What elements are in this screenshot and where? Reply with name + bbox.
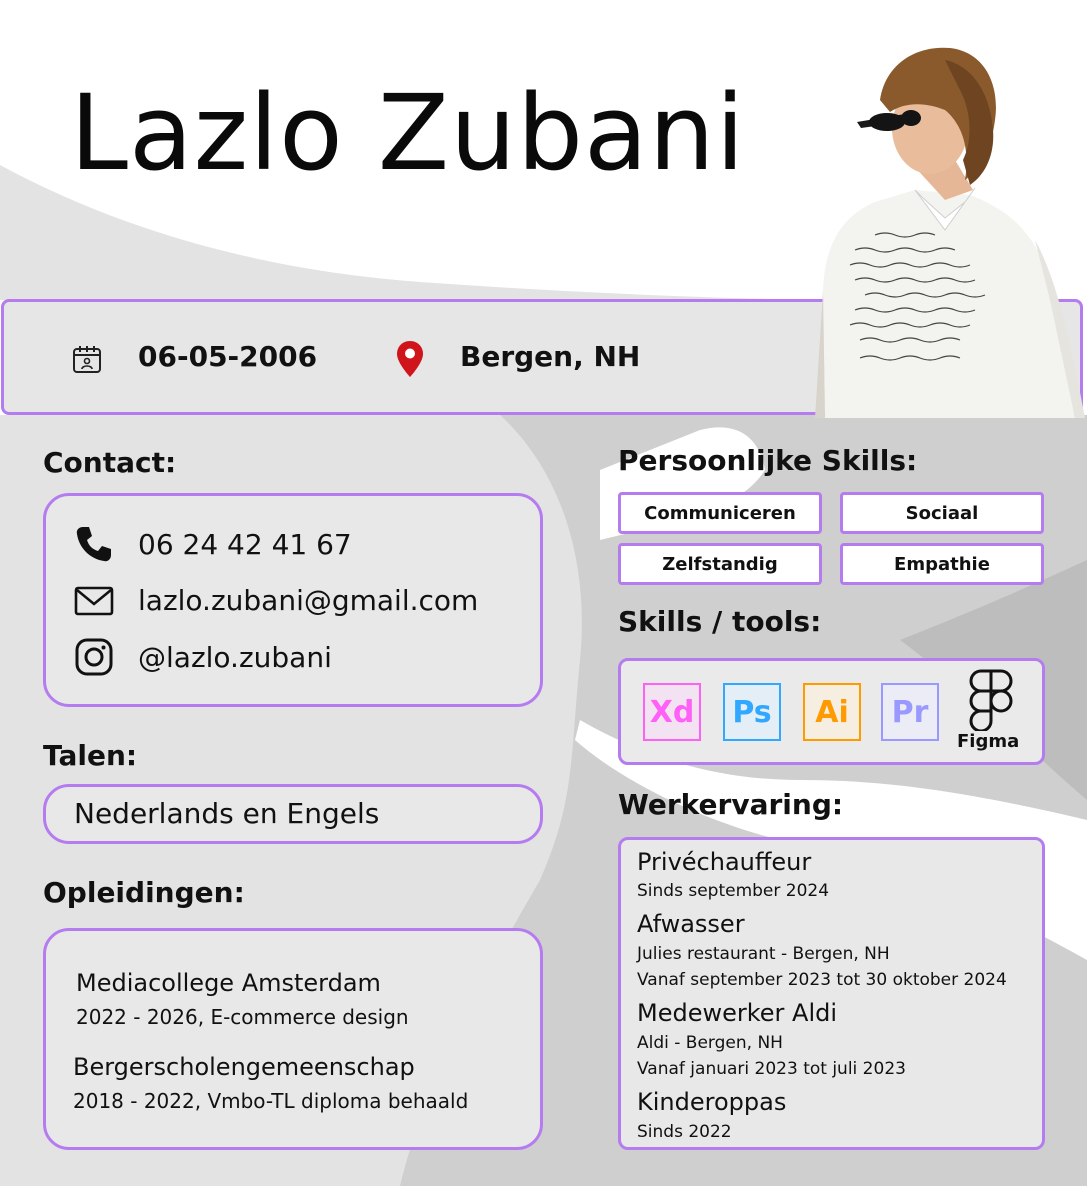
languages-box (43, 784, 543, 844)
job-detail: Sinds september 2024 (637, 881, 830, 901)
tools-box (618, 658, 1045, 765)
job-title: Privéchauffeur (637, 848, 812, 876)
instagram-handle[interactable]: @lazlo.zubani (138, 640, 332, 674)
premiere-icon: Pr (881, 683, 939, 741)
education-detail: 2022 - 2026, E-commerce design (76, 1005, 409, 1029)
personal-skills-heading: Persoonlijke Skills: (618, 444, 918, 477)
email-link[interactable]: lazlo.zubani@gmail.com (138, 584, 479, 617)
work-heading: Werkervaring: (618, 788, 844, 821)
education-box (43, 928, 543, 1150)
skill-tag: Sociaal (840, 492, 1044, 534)
instagram-icon (74, 637, 114, 677)
illustrator-icon: Ai (803, 683, 861, 741)
job-detail: Sinds 2022 (637, 1122, 732, 1142)
figma-icon (969, 669, 1013, 731)
education-heading: Opleidingen: (43, 876, 245, 909)
phone-icon (74, 524, 114, 564)
job-title: Afwasser (637, 910, 745, 938)
page-title: Lazlo Zubani (70, 72, 746, 194)
contact-heading: Contact: (43, 446, 177, 479)
adobe-xd-icon: Xd (643, 683, 701, 741)
profile-photo (795, 40, 1087, 418)
job-title: Kinderoppas (637, 1088, 787, 1116)
languages-heading: Talen: (43, 739, 138, 772)
mail-icon (74, 585, 114, 617)
job-detail: Vanaf september 2023 tot 30 oktober 2024 (637, 970, 1007, 990)
education-school: Bergerscholengemeenschap (73, 1053, 415, 1081)
location-pin-icon (396, 340, 424, 378)
languages-value: Nederlands en Engels (74, 797, 380, 830)
skill-tag: Communiceren (618, 492, 822, 534)
education-school: Mediacollege Amsterdam (76, 969, 381, 997)
work-box (618, 837, 1045, 1150)
tools-heading: Skills / tools: (618, 605, 822, 638)
figma-label: Figma (957, 731, 1020, 752)
skill-tag: Zelfstandig (618, 543, 822, 585)
job-detail: Aldi - Bergen, NH (637, 1033, 783, 1053)
job-title: Medewerker Aldi (637, 999, 838, 1027)
job-detail: Vanaf januari 2023 tot juli 2023 (637, 1059, 906, 1079)
phone-number[interactable]: 06 24 42 41 67 (138, 527, 352, 561)
contact-box (43, 493, 543, 707)
location: Bergen, NH (460, 340, 641, 373)
skill-tag: Empathie (840, 543, 1044, 585)
photoshop-icon: Ps (723, 683, 781, 741)
job-detail: Julies restaurant - Bergen, NH (637, 944, 890, 964)
education-detail: 2018 - 2022, Vmbo-TL diploma behaald (73, 1089, 469, 1113)
birthdate: 06-05-2006 (138, 340, 318, 373)
calendar-icon (72, 344, 102, 374)
